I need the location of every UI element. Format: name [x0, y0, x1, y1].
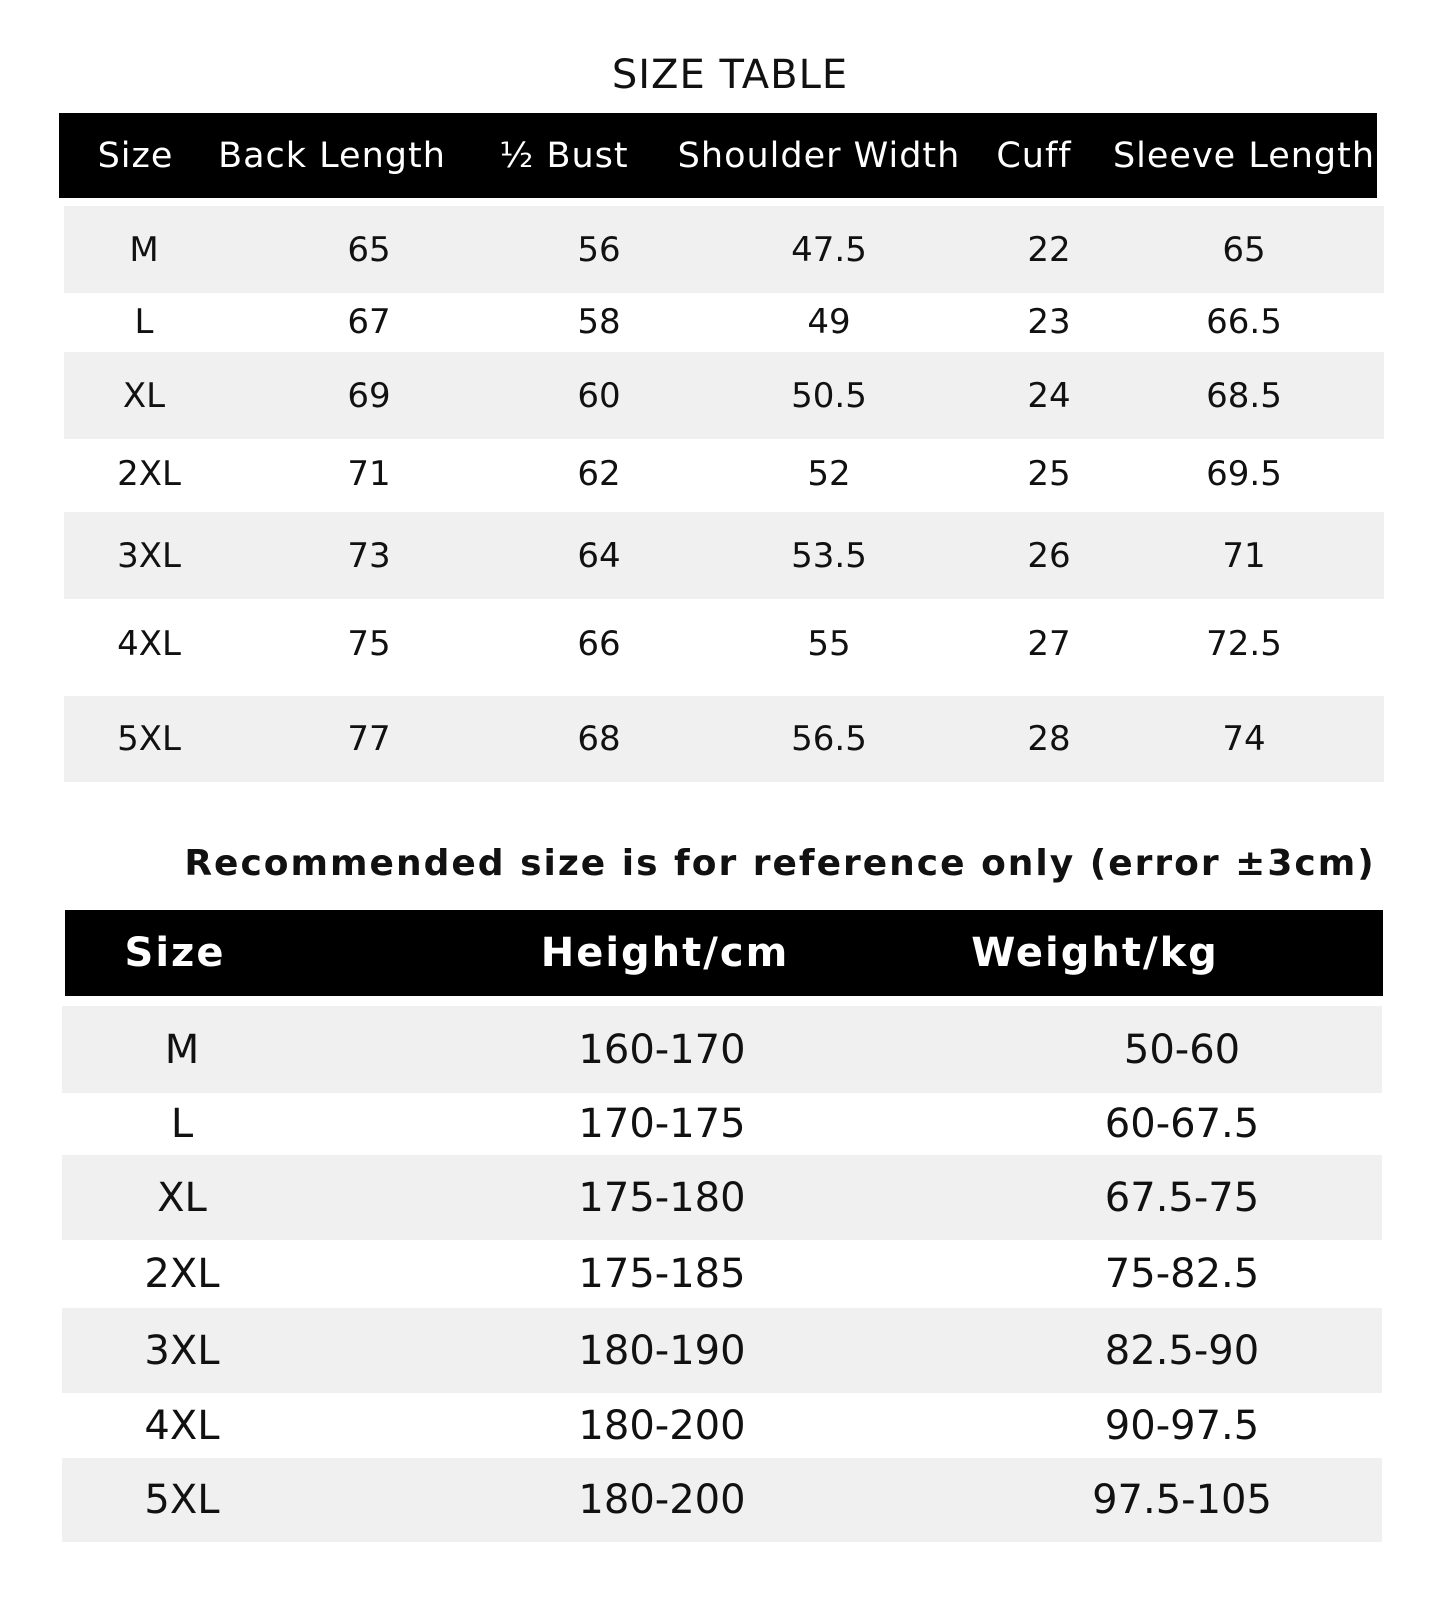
cell-half-bust: 60 — [577, 375, 621, 416]
cell-sleeve-length: 68.5 — [1206, 375, 1282, 416]
cell-sleeve-length: 69.5 — [1206, 454, 1282, 494]
cell-size: 3XL — [144, 1327, 220, 1374]
cell-height: 180-200 — [578, 1477, 746, 1523]
cell-cuff: 27 — [1027, 624, 1071, 664]
recommendation-table-header — [65, 910, 1383, 996]
cell-back-length: 77 — [347, 719, 391, 759]
table-row — [62, 1093, 1382, 1155]
cell-back-length: 75 — [347, 624, 391, 664]
cell-sleeve-length: 72.5 — [1206, 624, 1282, 664]
cell-half-bust: 62 — [577, 454, 621, 494]
cell-back-length: 69 — [347, 375, 391, 416]
header-half-bust: ½ Bust — [499, 135, 629, 176]
cell-cuff: 28 — [1027, 719, 1071, 759]
header-shoulder-width: Shoulder Width — [677, 135, 961, 176]
cell-half-bust: 64 — [577, 535, 621, 576]
cell-size: 4XL — [144, 1402, 220, 1449]
cell-cuff: 22 — [1027, 229, 1071, 270]
cell-sleeve-length: 74 — [1222, 719, 1266, 759]
cell-back-length: 65 — [347, 229, 391, 270]
cell-size: M — [164, 1026, 200, 1073]
cell-weight: 82.5-90 — [1104, 1327, 1260, 1374]
cell-size: 4XL — [117, 624, 181, 664]
cell-shoulder-width: 56.5 — [791, 719, 867, 759]
size-table-title: SIZE TABLE — [611, 52, 849, 98]
cell-weight: 97.5-105 — [1092, 1477, 1272, 1523]
cell-weight: 50-60 — [1123, 1026, 1241, 1073]
header-cuff: Cuff — [996, 135, 1072, 176]
cell-height: 175-180 — [578, 1174, 746, 1221]
cell-height: 180-190 — [578, 1327, 746, 1374]
cell-size: L — [134, 302, 154, 342]
header-size: Size — [97, 135, 174, 176]
cell-size: XL — [122, 375, 166, 416]
table-row — [62, 1393, 1382, 1458]
cell-back-length: 71 — [347, 454, 391, 494]
table-row — [62, 1155, 1382, 1240]
cell-height: 175-185 — [578, 1251, 746, 1297]
cell-size: 3XL — [117, 535, 181, 576]
cell-back-length: 73 — [347, 535, 391, 576]
cell-weight: 75-82.5 — [1104, 1251, 1260, 1297]
header-weight: Weight/kg — [971, 930, 1219, 976]
cell-half-bust: 66 — [577, 624, 621, 664]
cell-half-bust: 58 — [577, 302, 621, 342]
table-row — [64, 512, 1384, 599]
cell-size: 5XL — [117, 719, 181, 759]
cell-weight: 67.5-75 — [1104, 1174, 1260, 1221]
cell-back-length: 67 — [347, 302, 391, 342]
cell-cuff: 25 — [1027, 454, 1071, 494]
table-row — [64, 206, 1384, 293]
cell-size: 2XL — [117, 454, 181, 494]
cell-shoulder-width: 55 — [807, 624, 851, 664]
cell-sleeve-length: 71 — [1222, 535, 1266, 576]
header-size: Size — [124, 930, 226, 976]
size-table-header — [59, 113, 1377, 198]
cell-size: 5XL — [144, 1477, 220, 1523]
cell-shoulder-width: 52 — [807, 454, 851, 494]
table-row — [64, 293, 1384, 351]
cell-size: XL — [157, 1174, 207, 1221]
cell-cuff: 24 — [1027, 375, 1071, 416]
cell-shoulder-width: 50.5 — [791, 375, 867, 416]
cell-weight: 60-67.5 — [1104, 1101, 1260, 1147]
table-row — [64, 352, 1384, 439]
cell-size: M — [129, 229, 159, 270]
cell-sleeve-length: 66.5 — [1206, 302, 1282, 342]
cell-shoulder-width: 47.5 — [791, 229, 867, 270]
cell-sleeve-length: 65 — [1222, 229, 1266, 270]
header-sleeve-length: Sleeve Length — [1112, 135, 1376, 176]
cell-cuff: 23 — [1027, 302, 1071, 342]
header-back-length: Back Length — [218, 135, 446, 176]
cell-size: L — [170, 1101, 194, 1147]
cell-size: 2XL — [144, 1251, 220, 1297]
header-height: Height/cm — [540, 930, 790, 976]
cell-cuff: 26 — [1027, 535, 1071, 576]
table-row — [62, 1240, 1382, 1308]
cell-shoulder-width: 49 — [807, 302, 851, 342]
table-row — [64, 599, 1384, 689]
recommendation-note: Recommended size is for reference only (error ±3cm) — [184, 843, 1376, 884]
cell-height: 160-170 — [578, 1026, 746, 1073]
table-row — [62, 1458, 1382, 1542]
cell-shoulder-width: 53.5 — [791, 535, 867, 576]
table-row — [64, 696, 1384, 782]
table-row — [62, 1308, 1382, 1393]
cell-height: 180-200 — [578, 1402, 746, 1449]
table-row — [62, 1006, 1382, 1093]
cell-weight: 90-97.5 — [1104, 1402, 1260, 1449]
cell-height: 170-175 — [578, 1101, 746, 1147]
table-row — [64, 439, 1384, 509]
cell-half-bust: 56 — [577, 229, 621, 270]
cell-half-bust: 68 — [577, 719, 621, 759]
